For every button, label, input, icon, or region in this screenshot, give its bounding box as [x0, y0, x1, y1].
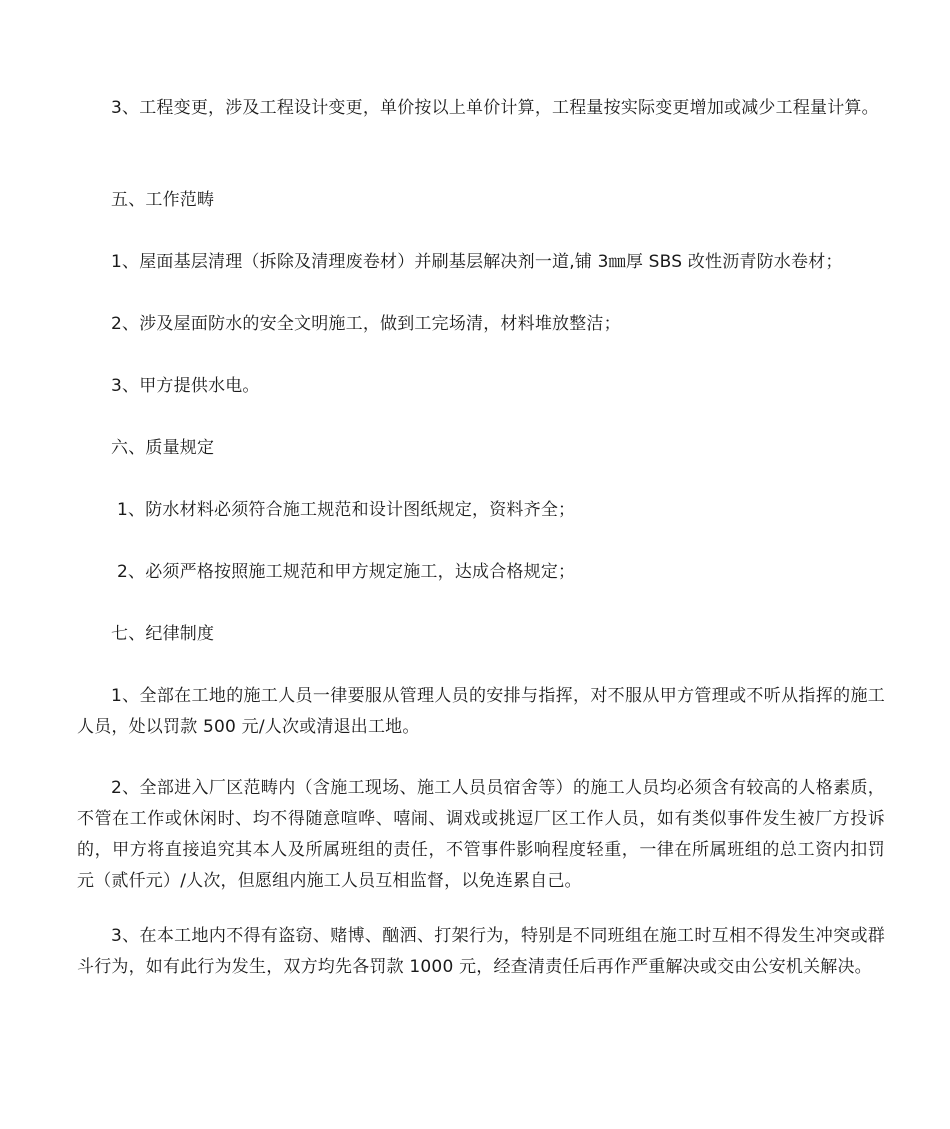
paragraph-discipline-item-3: 3、在本工地内不得有盗窃、赌博、酗洒、打架行为，特别是不同班组在施工时互相不得发生冲突或群斗行为，如有此行为发生，双方均先各罚款 1000 元，经查清责任后再作严重解决或交由公安机关解决。 — [77, 926, 885, 977]
paragraph-scope-item-1: 1、屋面基层清理（拆除及清理废卷材）并刷基层解决剂一道,铺 3㎜厚 SBS 改性沥青防水卷材； — [111, 252, 843, 272]
paragraph-quality-item-1: 1、防水材料必须符合施工规范和设计图纸规定，资料齐全； — [117, 500, 576, 520]
paragraph-quality-item-2: 2、必须严格按照施工规范和甲方规定施工，达成合格规定； — [117, 562, 576, 582]
paragraph-discipline-item-1: 1、全部在工地的施工人员一律要服从管理人员的安排与指挥，对不服从甲方管理或不听从指挥的施工人员，处以罚款 500 元/人次或清退出工地。 — [77, 686, 885, 737]
paragraph-scope-item-3: 3、甲方提供水电。 — [111, 376, 260, 396]
section-heading-discipline: 七、纪律制度 — [111, 624, 215, 644]
section-heading-quality: 六、质量规定 — [111, 438, 215, 458]
paragraph-scope-item-2: 2、涉及屋面防水的安全文明施工，做到工完场清，材料堆放整洁； — [111, 314, 621, 334]
section-heading-work-scope: 五、工作范畴 — [111, 190, 215, 210]
paragraph-engineering-change: 3、工程变更，涉及工程设计变更，单价按以上单价计算，工程量按实际变更增加或减少工程量计算。 — [111, 98, 879, 118]
paragraph-discipline-item-2: 2、全部进入厂区范畴内（含施工现场、施工人员员宿舍等）的施工人员均必须含有较高的人格素质，不管在工作或休闲时、均不得随意喧哗、嘻闹、调戏或挑逗厂区工作人员，如有类似事件发生被厂方投诉的，甲方将直接追究其本人及所属班组的责任，不管事件影响程度轻重，一律在所属班组的总工资内扣罚元（贰仟元）/人次，但愿组内施工人员互相监督，以免连累自己。 — [77, 778, 885, 891]
